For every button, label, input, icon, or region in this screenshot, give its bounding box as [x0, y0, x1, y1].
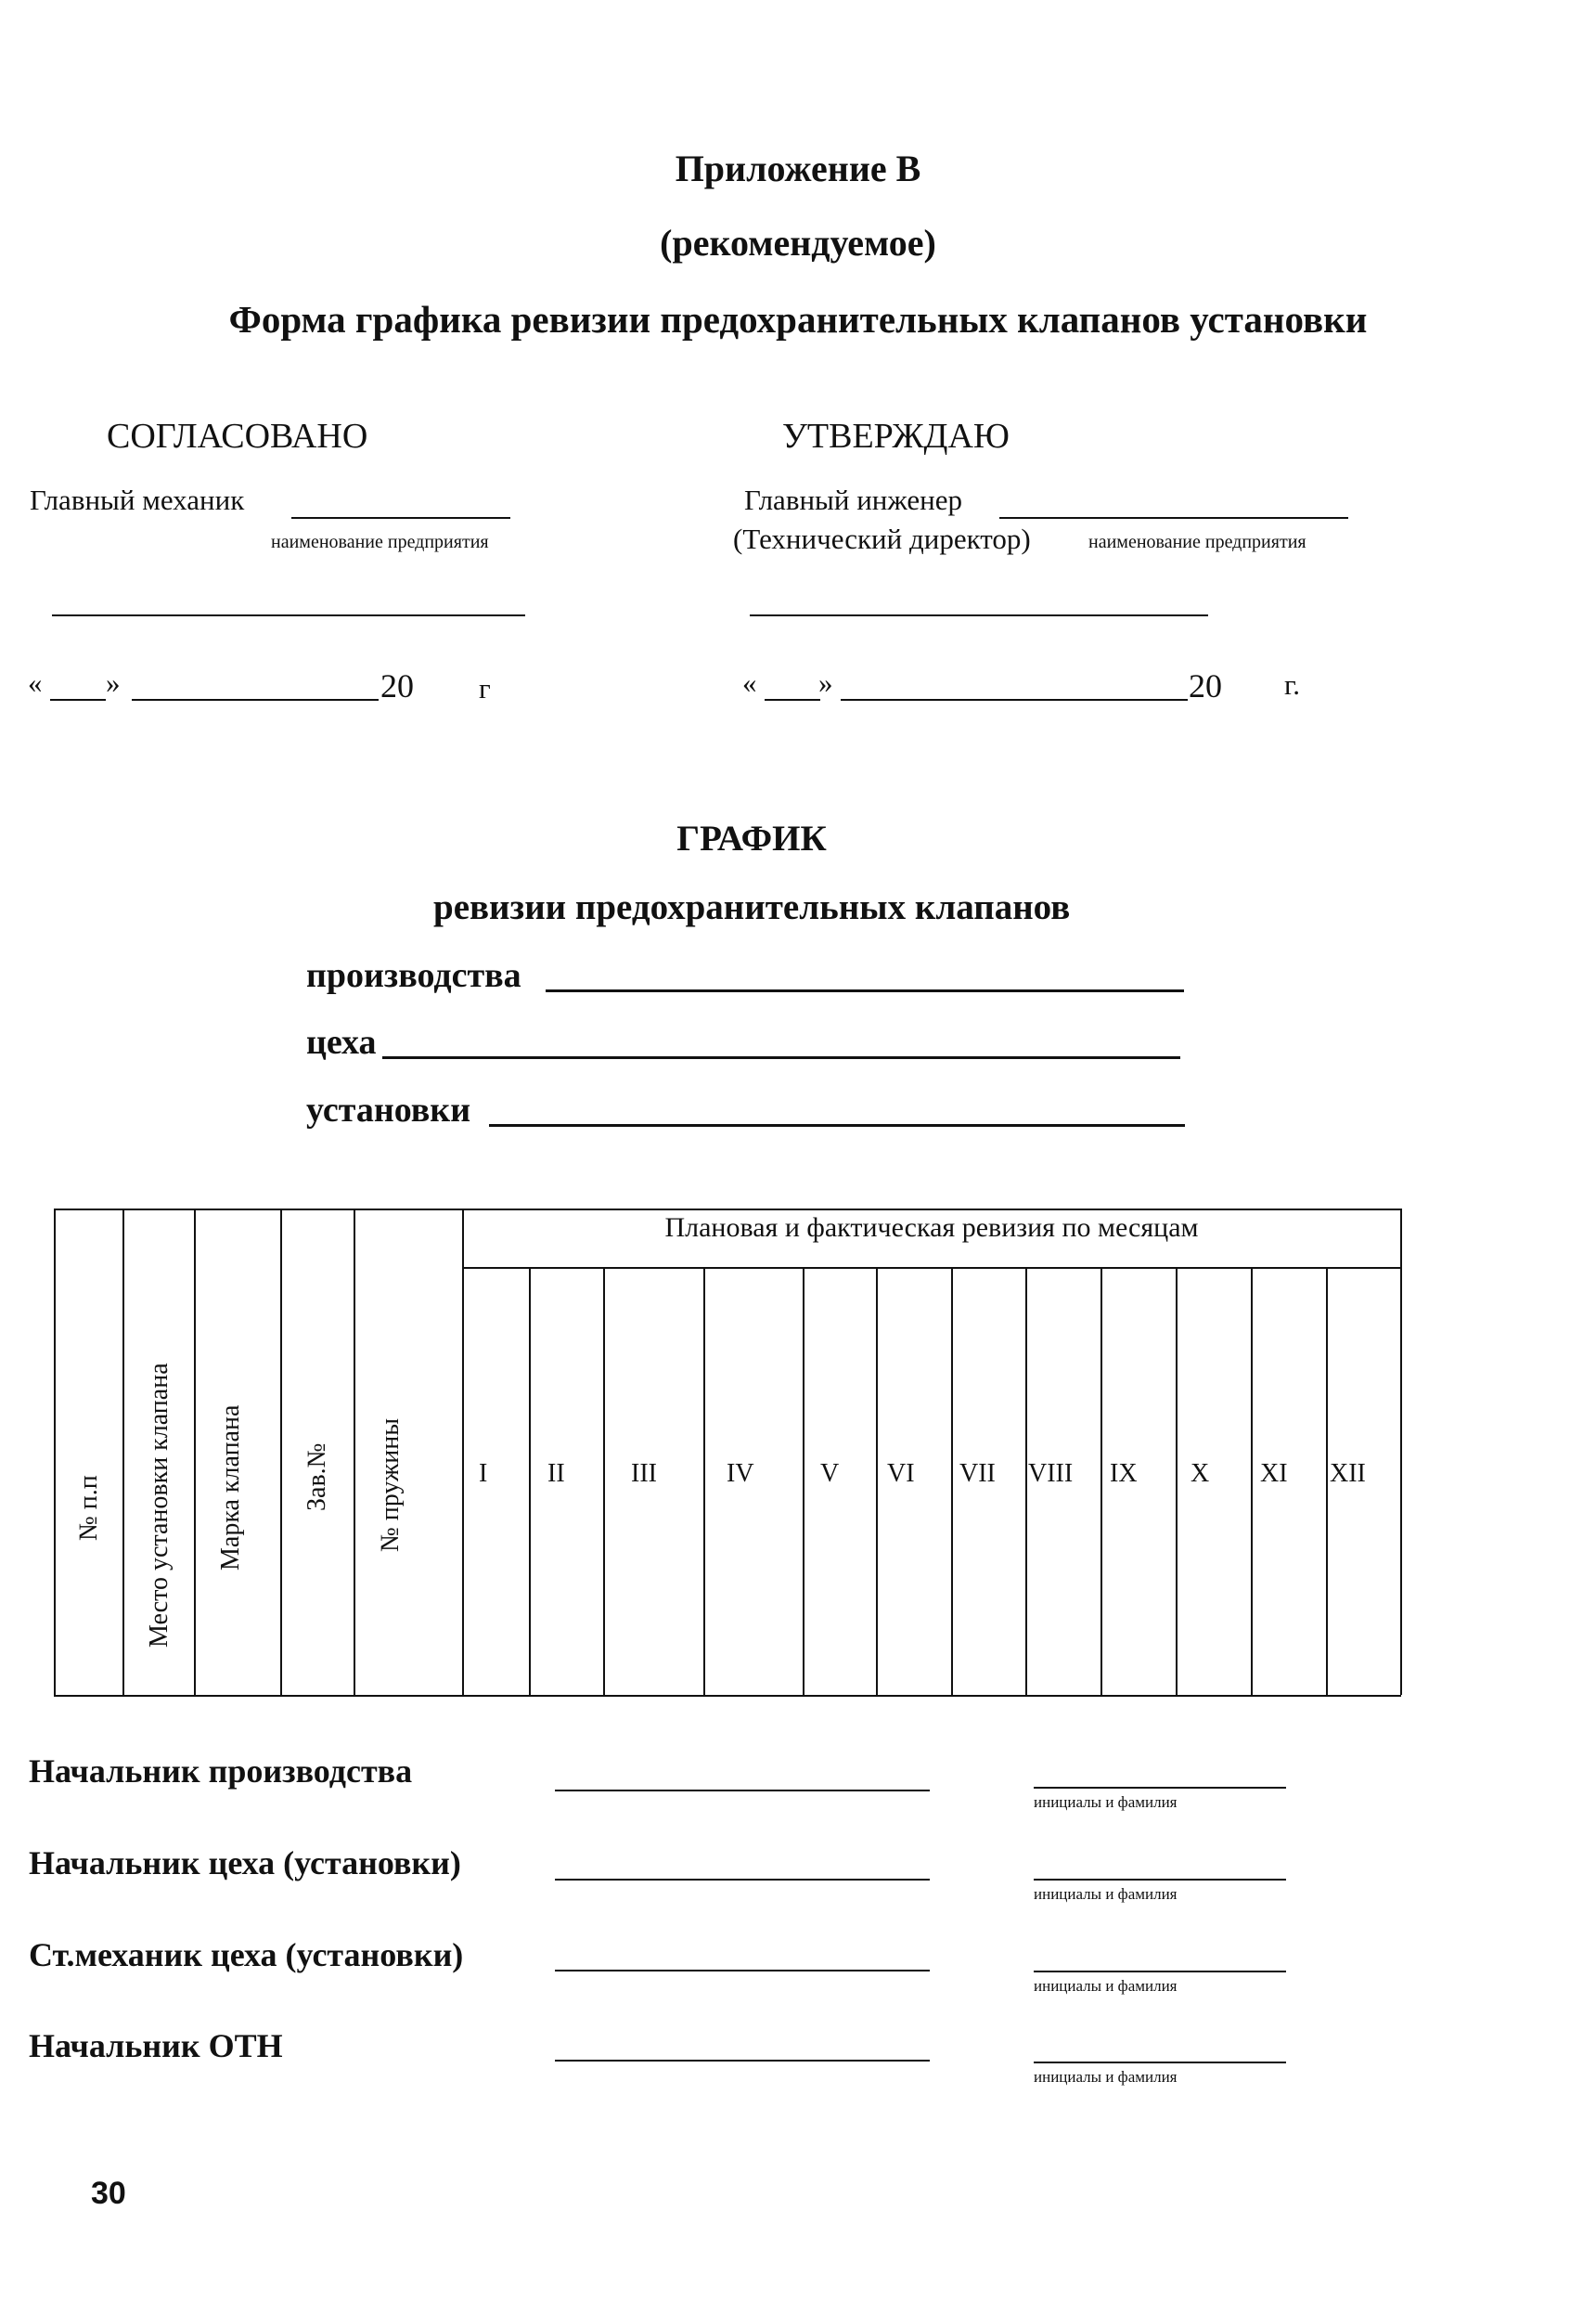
col-separator — [280, 1209, 282, 1695]
chief-engineer-label: Главный инженер — [744, 484, 963, 516]
table-top-border — [54, 1209, 1401, 1210]
col-separator — [354, 1209, 355, 1695]
month-separator — [1326, 1267, 1328, 1695]
left-year-suffix: г — [479, 672, 491, 705]
signature-line — [555, 1970, 930, 1971]
month-label: VIII — [1028, 1459, 1074, 1488]
table-bottom-border — [54, 1695, 1401, 1697]
month-separator — [1251, 1267, 1253, 1695]
left-date-open: « — [28, 666, 43, 699]
right-date-open: « — [742, 666, 757, 699]
month-separator — [1025, 1267, 1027, 1695]
month-label: III — [631, 1459, 657, 1488]
table-right-border — [1400, 1209, 1402, 1695]
right-year-suffix: г. — [1284, 668, 1300, 701]
signature-line — [555, 2060, 930, 2062]
schedule-subtitle: ревизии предохранительных клапанов — [433, 887, 1071, 927]
appendix-title: Приложение В — [675, 148, 921, 189]
page-number: 30 — [91, 2176, 126, 2211]
signature-role: Ст.механик цеха (установки) — [29, 1936, 464, 1973]
col-header-spring: № пружины — [376, 1417, 405, 1552]
col-header-valve-brand: Марка клапана — [216, 1404, 245, 1571]
name-caption: инициалы и фамилия — [1034, 1793, 1178, 1811]
month-label: II — [547, 1459, 565, 1488]
month-label: X — [1191, 1459, 1210, 1488]
signature-role: Начальник ОТН — [29, 2027, 283, 2064]
month-separator — [603, 1267, 605, 1695]
col-separator — [194, 1209, 196, 1695]
month-label: XI — [1260, 1459, 1288, 1488]
signature-role: Начальник цеха (установки) — [29, 1844, 461, 1881]
month-separator — [951, 1267, 953, 1695]
approve-title: УТВЕРЖДАЮ — [782, 417, 1010, 456]
workshop-label: цеха — [306, 1023, 377, 1062]
name-caption: инициалы и фамилия — [1034, 1977, 1178, 1995]
name-line — [1034, 1879, 1286, 1881]
month-label: IX — [1110, 1459, 1138, 1488]
signature-role: Начальник производства — [29, 1752, 413, 1790]
name-caption: инициалы и фамилия — [1034, 2068, 1178, 2086]
month-label: VII — [959, 1459, 996, 1488]
name-line — [1034, 1787, 1286, 1789]
months-header: Плановая и фактическая ревизия по месяцам — [664, 1212, 1199, 1243]
form-title: Форма графика ревизии предохранительных клапанов установки — [228, 298, 1368, 341]
right-year: 20 — [1189, 667, 1222, 705]
agreed-title: СОГЛАСОВАНО — [107, 417, 368, 456]
month-separator — [529, 1267, 531, 1695]
month-separator — [876, 1267, 878, 1695]
month-label: V — [820, 1459, 840, 1488]
technical-director-label: (Технический директор) — [733, 523, 1031, 555]
month-label: I — [479, 1459, 488, 1488]
right-date-close: » — [818, 666, 833, 699]
unit-label: установки — [306, 1091, 471, 1130]
name-caption: инициалы и фамилия — [1034, 1885, 1178, 1903]
chief-mechanic-label: Главный механик — [30, 484, 245, 516]
col-header-location: Место установки клапана — [145, 1363, 174, 1648]
month-label: IV — [727, 1459, 754, 1488]
table-left-border — [54, 1209, 56, 1695]
signature-line — [555, 1879, 930, 1881]
left-date-close: » — [106, 666, 121, 699]
name-line — [1034, 1971, 1286, 1972]
left-year: 20 — [380, 667, 414, 705]
month-label: VI — [887, 1459, 915, 1488]
enterprise-caption-right: наименование предприятия — [1088, 532, 1306, 552]
month-separator — [703, 1267, 705, 1695]
col-separator — [462, 1209, 464, 1695]
schedule-title: ГРАФИК — [676, 819, 827, 859]
name-line — [1034, 2062, 1286, 2063]
month-separator — [1176, 1267, 1178, 1695]
col-header-serial: Зав.№ — [302, 1442, 331, 1511]
signature-line — [555, 1790, 930, 1791]
month-separator — [1100, 1267, 1102, 1695]
col-separator — [122, 1209, 124, 1695]
month-label: XII — [1330, 1459, 1366, 1488]
production-label: производства — [306, 956, 521, 995]
month-separator — [803, 1267, 804, 1695]
col-header-number: № п.п — [74, 1475, 103, 1541]
enterprise-caption-left: наименование предприятия — [271, 532, 489, 552]
appendix-subtitle: (рекомендуемое) — [660, 222, 936, 264]
